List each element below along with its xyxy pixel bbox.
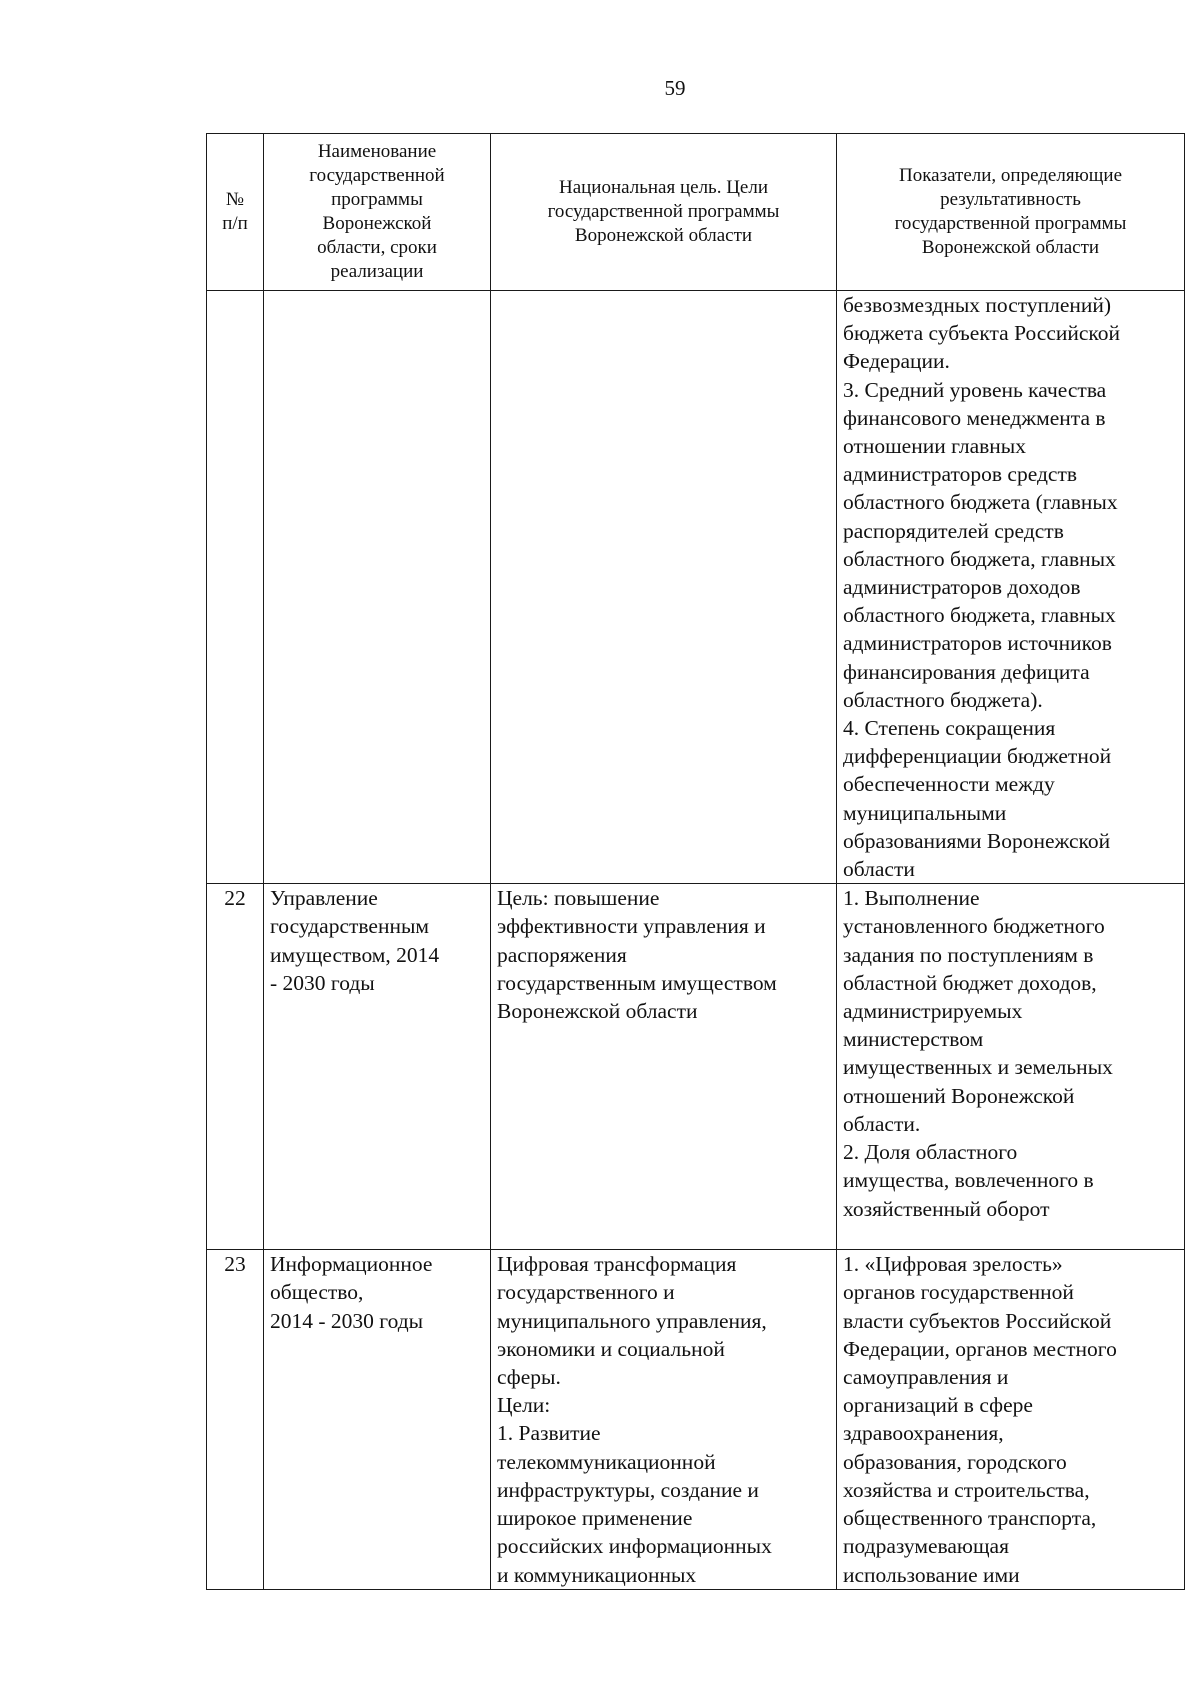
row-indicators: 1. Выполнение установленного бюджетного задания по поступлениям в областной бюджет доходов, администрируемых министерством имущественных и земельных отношений Воронежской области. 2. Доля областного имущества, вовлеченного в хозяйственный оборот (837, 884, 1185, 1250)
header-program: Наименование государственной программы Воронежской области, сроки реализации (264, 134, 491, 291)
header-num: № п/п (207, 134, 264, 291)
row-num: 22 (207, 884, 264, 1250)
row-goal: Цель: повышение эффективности управления и распоряжения государственным имуществом Воронежской области (491, 884, 837, 1250)
header-goal: Национальная цель. Цели государственной программы Воронежской области (491, 134, 837, 291)
programs-table (206, 133, 1185, 1590)
row-program (264, 291, 491, 884)
row-goal: Цифровая трансформация государственного и муниципального управления, экономики и социальной сферы. Цели: 1. Развитие телекоммуникационной инфраструктуры, создание и широкое применение российских информационных и коммуникационных (491, 1250, 837, 1589)
row-program: Информационное общество, 2014 - 2030 годы (264, 1250, 491, 1589)
table-row (207, 884, 1185, 1250)
table-header-row (207, 134, 1185, 291)
row-indicators: безвозмездных поступлений) бюджета субъекта Российской Федерации. 3. Средний уровень качества финансового менеджмента в отношении главных администраторов средств областного бюджета (главных распорядителей средств областного бюджета, главных администраторов доходов областного бюджета, главных администраторов источников финансирования дефицита областного бюджета). 4. Степень сокращения дифференциации бюджетной обеспеченности между муниципальными образованиями Воронежской области (837, 291, 1185, 884)
header-indicators: Показатели, определяющие результативность государственной программы Воронежской области (837, 134, 1185, 291)
row-program: Управление государственным имуществом, 2014 - 2030 годы (264, 884, 491, 1250)
row-num (207, 291, 264, 884)
row-goal (491, 291, 837, 884)
row-num: 23 (207, 1250, 264, 1589)
row-indicators: 1. «Цифровая зрелость» органов государственной власти субъектов Российской Федерации, органов местного самоуправления и организаций в сфере здравоохранения, образования, городского хозяйства и строительства, общественного транспорта, подразумевающая использование ими (837, 1250, 1185, 1589)
table-row (207, 291, 1185, 884)
page-number: 59 (664, 76, 686, 100)
table-row (207, 1250, 1185, 1589)
